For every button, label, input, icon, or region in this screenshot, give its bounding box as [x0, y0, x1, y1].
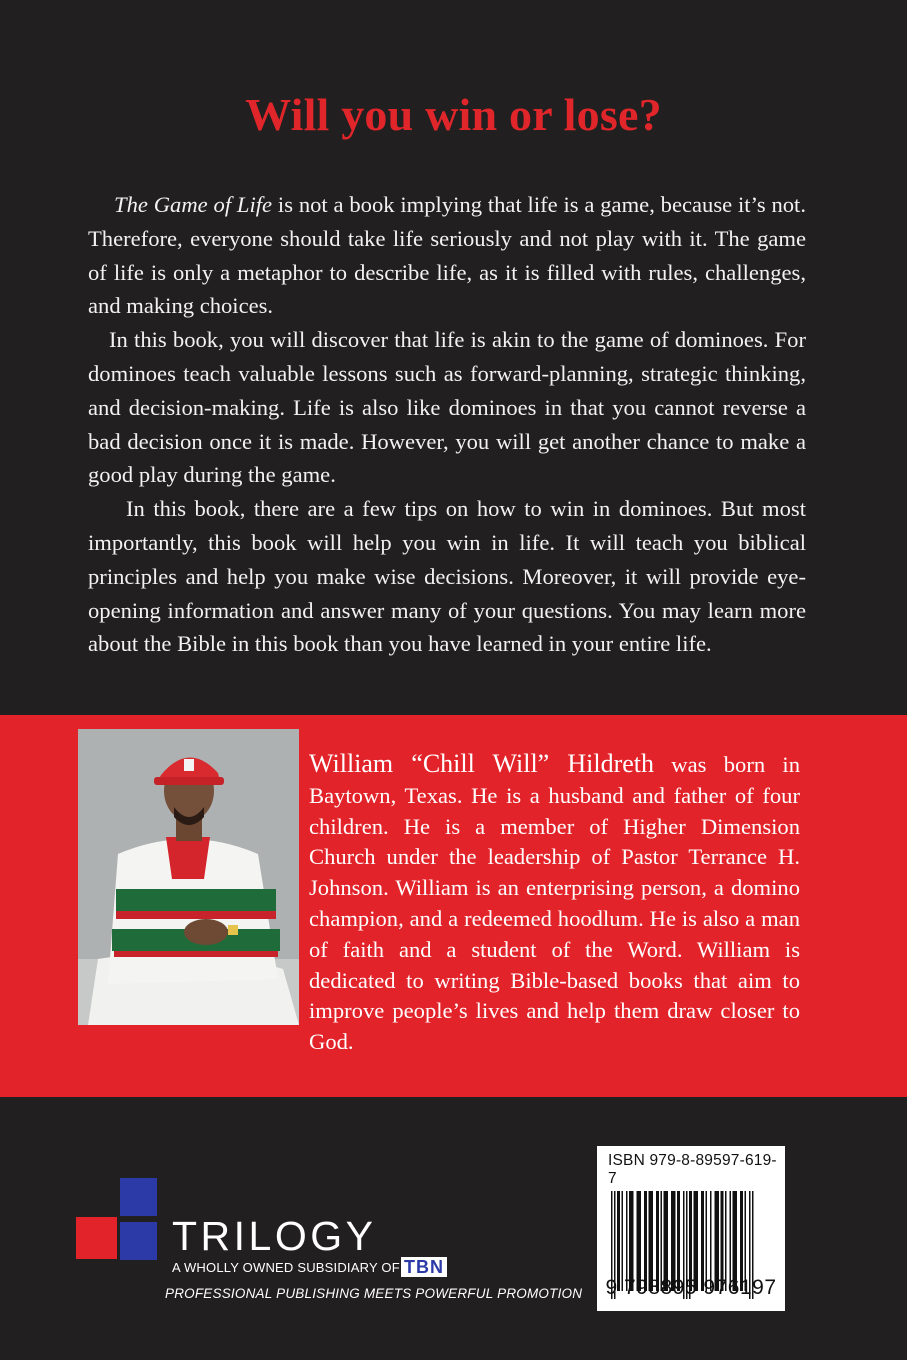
publisher-name: TRILOGY: [172, 1213, 377, 1259]
barcode-digits: 9 798895 976197: [605, 1276, 777, 1299]
blurb-paragraph-1: [88, 188, 806, 323]
author-bio-text: was born in Baytown, Texas. He is a husband and father of four children. He is a member of Higher Dimension Church under the leadership of Pastor Terrance H. Johnson. William is an enterprising person, a domino champion, and a redeemed hoodlum. He is also a man of faith and a student of the Word. William is dedicated to writing Bible-based books that aim to improve people’s lives and help them draw closer to God.: [309, 752, 800, 1055]
tbn-logo: TBN: [401, 1257, 447, 1277]
publisher-subsidiary-text: A WHOLLY OWNED SUBSIDIARY OF: [172, 1260, 400, 1275]
photo-wrap-space: [78, 749, 309, 1031]
back-cover-blurb: [88, 188, 806, 661]
isbn-barcode-box: [597, 1146, 785, 1311]
author-bio: [78, 749, 800, 1058]
book-title: The Game of Life: [114, 192, 273, 217]
isbn-label: ISBN 979-8-89597-619-7: [608, 1152, 777, 1187]
publisher-logo-icon: [76, 1178, 158, 1262]
blurb-paragraph-1-text: is not a book implying that life is a game, because it’s not. Therefore, everyone should take life seriously and not play with it. The game of life is only a metaphor to describe life, as it is filled with rules, challenges, and making choices.: [88, 192, 806, 319]
blurb-paragraph-3: In this book, there are a few tips on how to win in dominoes. But most importantly, this book will help you win in life. It will teach you biblical principles and help you make wise decisions. Moreover, it will provide eye-opening information and answer many of your questions. You may learn more about the Bible in this book than you have learned in your entire life.: [88, 496, 806, 657]
blurb-paragraph-2: In this book, you will discover that life is akin to the game of dominoes. For dominoes teach valuable lessons such as forward-planning, strategic thinking, and decision-making. Life is also like dominoes in that you cannot reverse a bad decision once it is made. However, you will get another chance to make a good play during the game.: [88, 327, 806, 488]
author-name: William “Chill Will” Hildreth: [309, 749, 655, 778]
headline: Will you win or lose?: [245, 89, 662, 140]
publisher-tagline: PROFESSIONAL PUBLISHING MEETS POWERFUL PROMOTION: [165, 1286, 583, 1301]
